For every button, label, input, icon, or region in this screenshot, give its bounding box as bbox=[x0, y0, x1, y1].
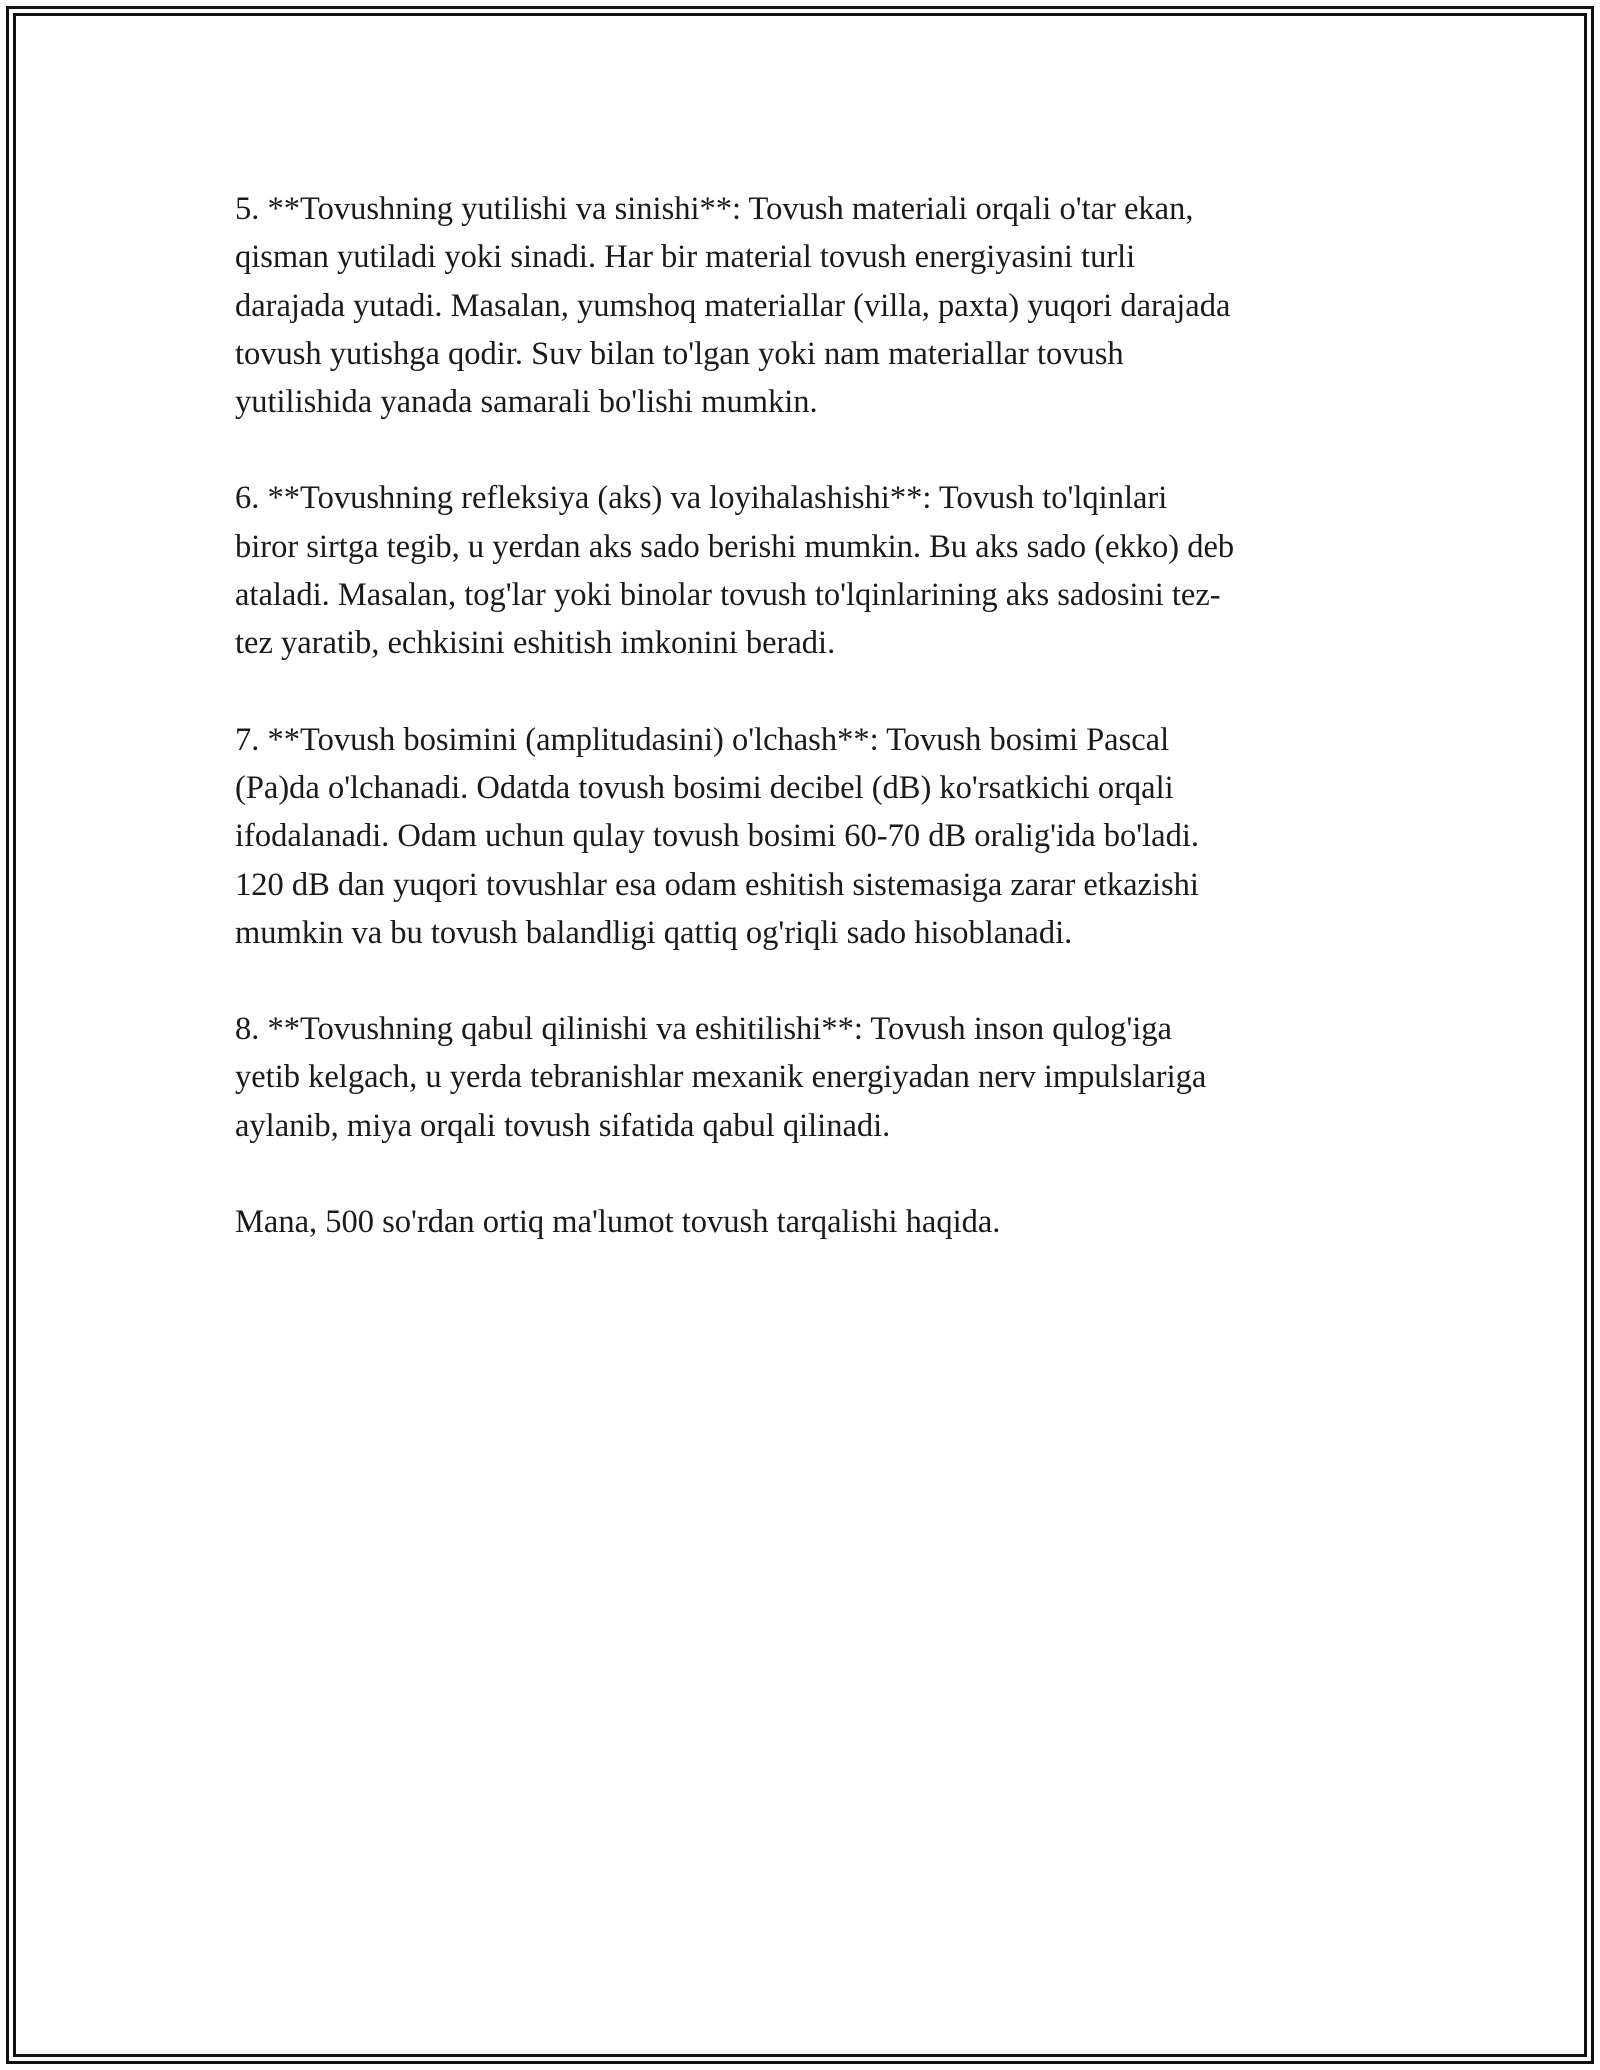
paragraph-8 bbox=[235, 1005, 1370, 1150]
paragraph-5 bbox=[235, 185, 1370, 426]
closing-paragraph bbox=[235, 1198, 1370, 1246]
text-line: mumkin va bu tovush balandligi qattiq og'riqli sado hisoblanadi. bbox=[235, 914, 1073, 951]
paragraph-7 bbox=[235, 716, 1370, 957]
text-line: (Pa)da o'lchanadi. Odatda tovush bosimi decibel (dB) ko'rsatkichi orqali bbox=[235, 769, 1174, 806]
text-line: ifodalanadi. Odam uchun qulay tovush bosimi 60-70 dB oralig'ida bo'ladi. bbox=[235, 818, 1199, 855]
document-body bbox=[235, 185, 1370, 1294]
text-line: 5. **Tovushning yutilishi va sinishi**: Tovush materiali orqali o'tar ekan, bbox=[235, 191, 1194, 227]
text-line: 8. **Tovushning qabul qilinishi va eshitilishi**: Tovush inson qulog'iga bbox=[235, 1011, 1172, 1048]
text-line: tez yaratib, echkisini eshitish imkonini beradi. bbox=[235, 625, 836, 662]
text-line: Mana, 500 so'rdan ortiq ma'lumot tovush tarqalishi haqida. bbox=[235, 1204, 1001, 1241]
text-line: 7. **Tovush bosimini (amplitudasini) o'lchash**: Tovush bosimi Pascal bbox=[235, 721, 1170, 758]
text-line: tovush yutishga qodir. Suv bilan to'lgan yoki nam materiallar tovush bbox=[235, 335, 1124, 372]
text-line: biror sirtga tegib, u yerdan aks sado berishi mumkin. Bu aks sado (ekko) deb bbox=[235, 528, 1235, 565]
text-line: aylanib, miya orqali tovush sifatida qabul qilinadi. bbox=[235, 1107, 891, 1144]
text-line: darajada yutadi. Masalan, yumshoq materiallar (villa, paxta) yuqori darajada bbox=[235, 287, 1231, 324]
text-line: yetib kelgach, u yerda tebranishlar mexanik energiyadan nerv impulslariga bbox=[235, 1059, 1207, 1096]
text-line: yutilishida yanada samarali bo'lishi mumkin. bbox=[235, 384, 818, 421]
paragraph-6 bbox=[235, 474, 1370, 667]
text-line: qisman yutiladi yoki sinadi. Har bir material tovush energiyasini turli bbox=[235, 239, 1136, 276]
text-line: ataladi. Masalan, tog'lar yoki binolar tovush to'lqinlarining aks sadosini tez- bbox=[235, 577, 1221, 614]
text-line: 6. **Tovushning refleksiya (aks) va loyihalashishi**: Tovush to'lqinlari bbox=[235, 480, 1168, 517]
text-line: 120 dB dan yuqori tovushlar esa odam eshitish sistemasiga zarar etkazishi bbox=[235, 866, 1199, 903]
